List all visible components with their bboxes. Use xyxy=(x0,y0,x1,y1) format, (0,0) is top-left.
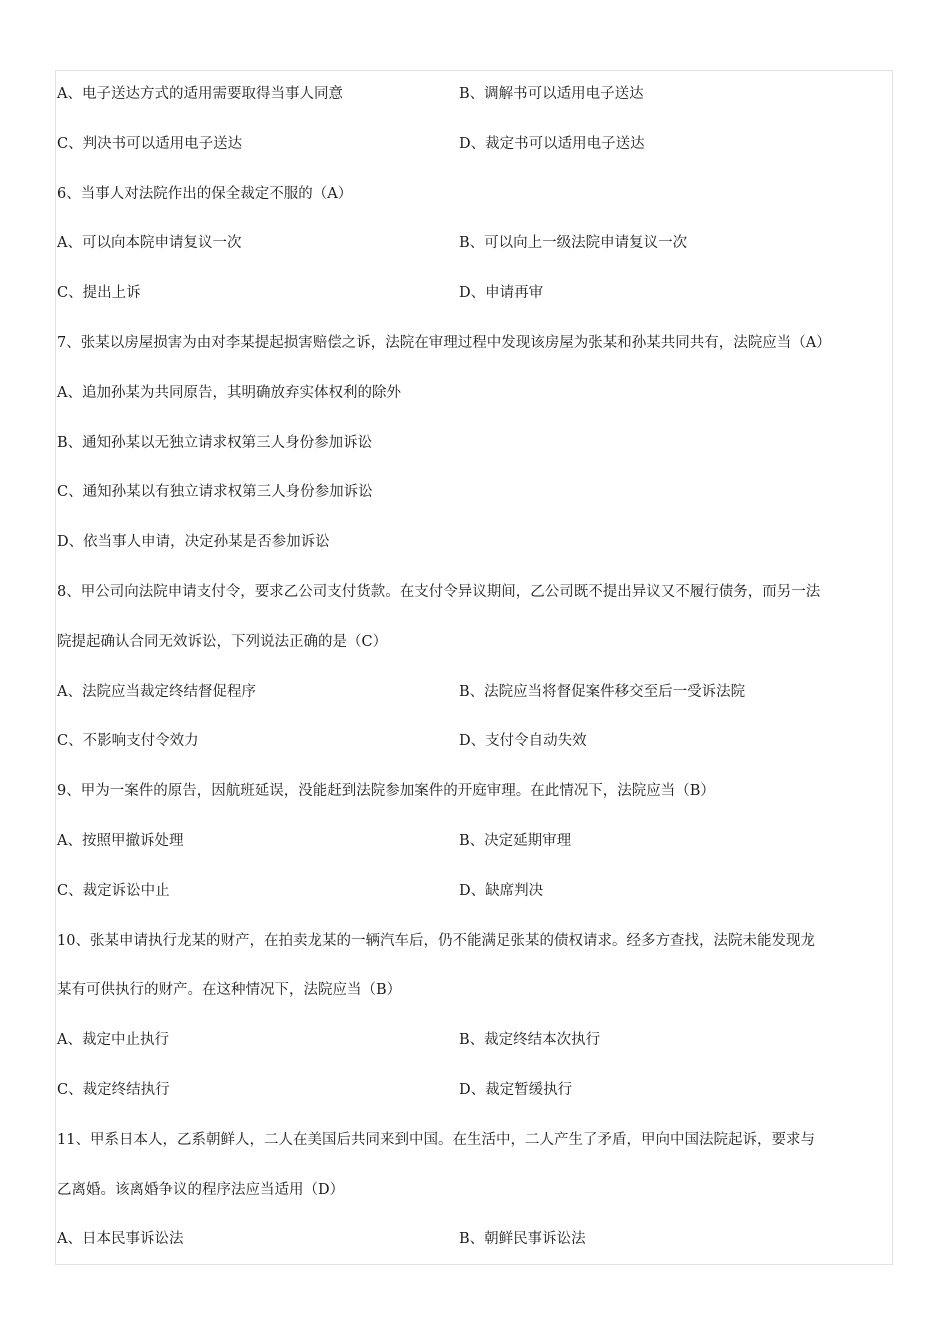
line-text: 8、甲公司向法院申请支付令，要求乙公司支付货款。在支付令异议期间，乙公司既不提出异议又不履行债务，而另一法 xyxy=(57,583,821,600)
option-left: C、裁定终结执行 xyxy=(57,1081,170,1098)
option-row xyxy=(57,1219,893,1269)
option-row xyxy=(57,1070,893,1120)
option-right: D、申请再审 xyxy=(459,285,544,302)
option-left: A、可以向本院申请复议一次 xyxy=(57,235,242,252)
line-text: 某有可供执行的财产。在这种情况下，法院应当（B） xyxy=(57,982,402,999)
option-right: D、支付令自动失效 xyxy=(459,733,587,750)
option-row xyxy=(57,74,893,124)
option-row xyxy=(57,871,893,921)
line-text: 9、甲为一案件的原告，因航班延误，没能赶到法院参加案件的开庭审理。在此情况下，法院应当（B） xyxy=(57,783,715,800)
option-right: D、裁定书可以适用电子送达 xyxy=(459,135,645,152)
option-left: C、裁定诉讼中止 xyxy=(57,882,170,899)
line-text: 乙离婚。该离婚争议的程序法应当适用（D） xyxy=(57,1181,345,1198)
option-right: B、朝鲜民事诉讼法 xyxy=(459,1231,586,1248)
option-row xyxy=(57,721,893,771)
text-line xyxy=(57,373,893,423)
option-left: A、裁定中止执行 xyxy=(57,1032,169,1049)
text-line xyxy=(57,572,893,622)
text-line xyxy=(57,423,893,473)
option-left: A、按照甲撤诉处理 xyxy=(57,832,184,849)
line-text: 6、当事人对法院作出的保全裁定不服的（A） xyxy=(57,185,353,202)
option-row xyxy=(57,1020,893,1070)
option-right: B、法院应当将督促案件移交至后一受诉法院 xyxy=(459,683,746,700)
line-text: 院提起确认合同无效诉讼，下列说法正确的是（C） xyxy=(57,633,388,650)
text-line xyxy=(57,472,893,522)
option-right: B、裁定终结本次执行 xyxy=(459,1032,601,1049)
option-row xyxy=(57,821,893,871)
text-line xyxy=(57,921,893,971)
text-line xyxy=(57,1170,893,1220)
option-right: B、可以向上一级法院申请复议一次 xyxy=(459,235,688,252)
line-text: C、通知孙某以有独立请求权第三人身份参加诉讼 xyxy=(57,484,373,501)
text-line xyxy=(57,970,893,1020)
option-right: B、调解书可以适用电子送达 xyxy=(459,86,644,102)
text-line xyxy=(57,174,893,224)
option-left: A、电子送达方式的适用需要取得当事人同意 xyxy=(57,86,343,102)
option-row xyxy=(57,273,893,323)
option-left: C、不影响支付令效力 xyxy=(57,733,199,750)
option-row xyxy=(57,672,893,722)
text-line xyxy=(57,522,893,572)
document-body xyxy=(57,74,893,1269)
option-left: C、判决书可以适用电子送达 xyxy=(57,135,243,152)
option-row xyxy=(57,223,893,273)
line-text: 11、甲系日本人，乙系朝鲜人，二人在美国后共同来到中国。在生活中，二人产生了矛盾，甲向中国法院起诉，要求与 xyxy=(57,1131,815,1148)
text-line xyxy=(57,1120,893,1170)
text-line xyxy=(57,323,893,373)
line-text: 7、张某以房屋损害为由对李某提起损害赔偿之诉，法院在审理过程中发现该房屋为张某和孙某共同共有，法院应当（A） xyxy=(57,334,831,351)
text-line xyxy=(57,771,893,821)
option-right: B、决定延期审理 xyxy=(459,832,572,849)
line-text: B、通知孙某以无独立请求权第三人身份参加诉讼 xyxy=(57,434,373,451)
text-line xyxy=(57,622,893,672)
option-right: D、缺席判决 xyxy=(459,882,544,899)
line-text: A、追加孙某为共同原告，其明确放弃实体权利的除外 xyxy=(57,384,401,401)
line-text: 10、张某申请执行龙某的财产，在拍卖龙某的一辆汽车后，仍不能满足张某的债权请求。经多方查找，法院未能发现龙 xyxy=(57,932,815,949)
option-right: D、裁定暂缓执行 xyxy=(459,1081,573,1098)
option-left: C、提出上诉 xyxy=(57,285,141,302)
option-left: A、法院应当裁定终结督促程序 xyxy=(57,683,256,700)
line-text: D、依当事人申请，决定孙某是否参加诉讼 xyxy=(57,534,330,551)
option-left: A、日本民事诉讼法 xyxy=(57,1231,184,1248)
option-row xyxy=(57,124,893,174)
